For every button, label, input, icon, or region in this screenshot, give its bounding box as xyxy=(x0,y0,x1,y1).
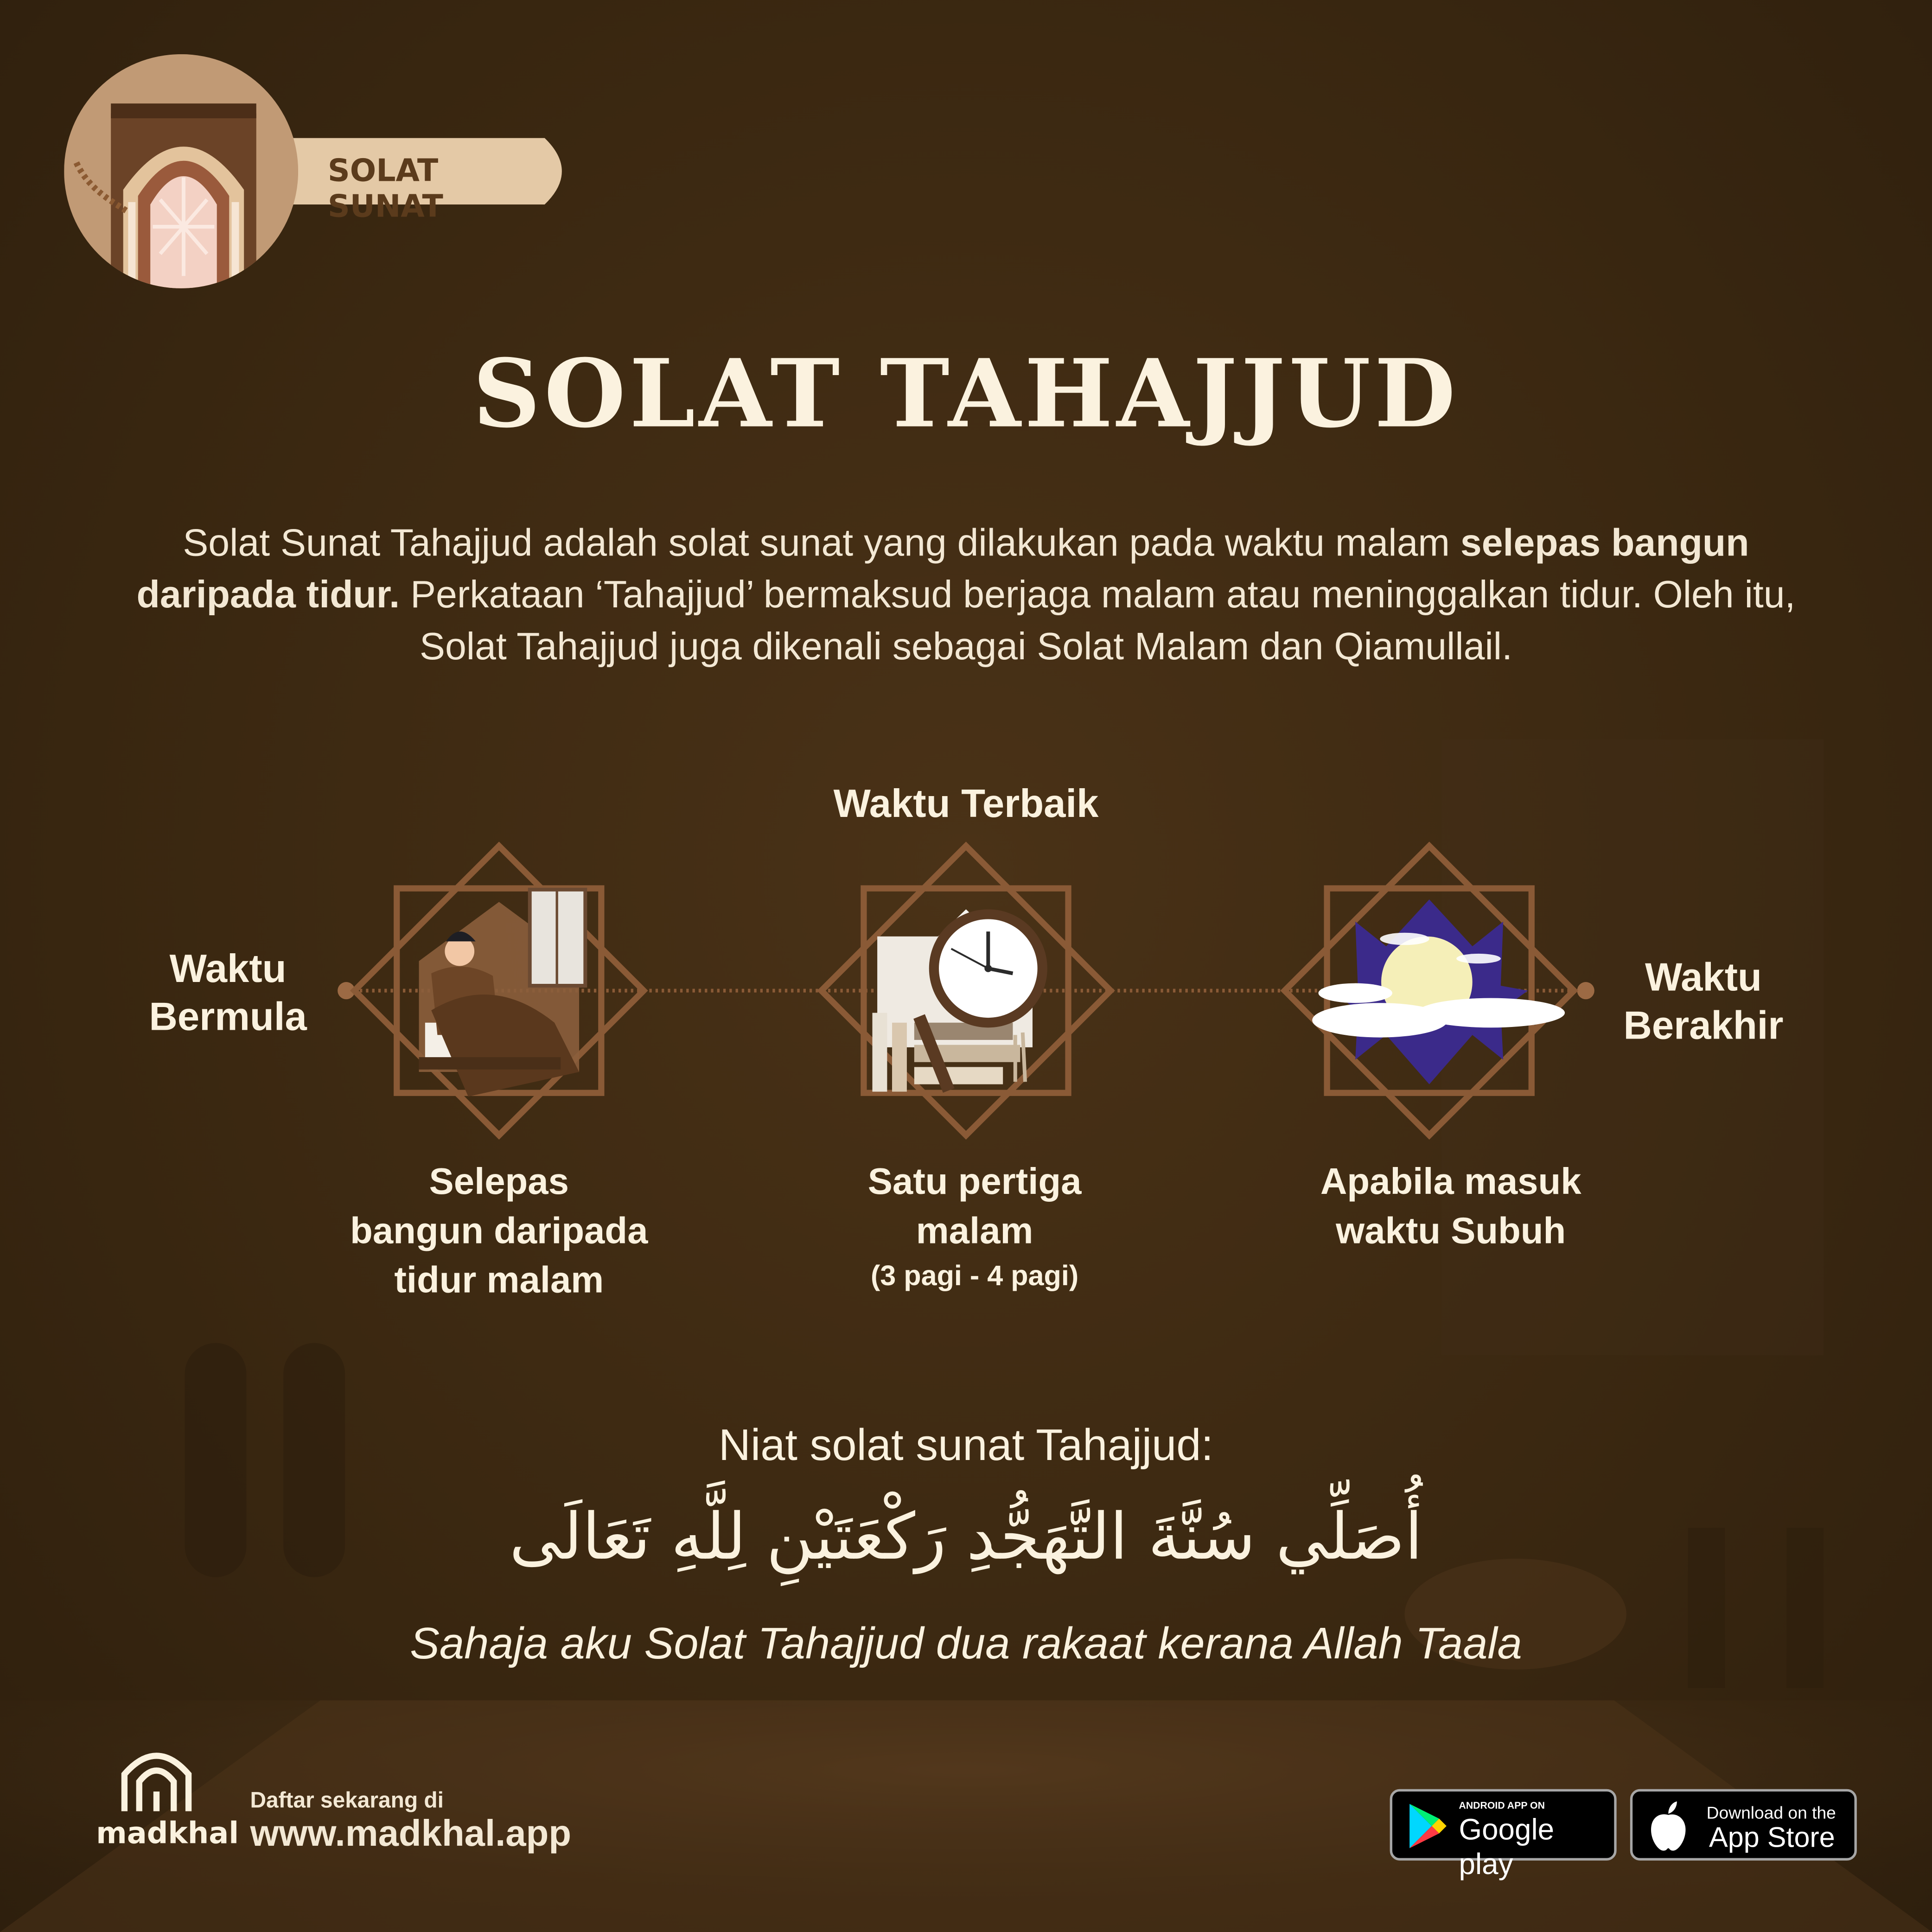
step-2-line-2: malam xyxy=(916,1211,1033,1252)
category-label: SOLAT SUNAT xyxy=(327,153,443,224)
google-badge-large: Google play xyxy=(1459,1813,1555,1882)
step-1-line-3: tidur malam xyxy=(394,1260,604,1301)
best-time-label: Waktu Terbaik xyxy=(833,781,1099,826)
apple-badge-small: Download on the xyxy=(1706,1802,1836,1823)
end-line-1: Waktu xyxy=(1645,955,1762,1000)
step-2-description xyxy=(789,1158,1161,1294)
step-1-description xyxy=(308,1158,690,1306)
madkhal-logo-icon xyxy=(117,1742,196,1814)
niat-translation: Sahaja aku Solat Tahajjud dua rakaat kerana Allah Taala xyxy=(410,1618,1522,1669)
apple-badge-large: App Store xyxy=(1709,1821,1835,1853)
intro-emphasis: selepas bangun daripada tidur. xyxy=(136,521,1749,616)
step-3-description xyxy=(1257,1158,1645,1257)
start-line-2: Bermula xyxy=(149,994,307,1039)
register-label: Daftar sekarang di xyxy=(250,1788,444,1813)
step-3-line-2: waktu Subuh xyxy=(1336,1211,1566,1252)
step-2-line-1: Satu pertiga xyxy=(867,1162,1082,1203)
end-line-2: Berakhir xyxy=(1623,1003,1784,1047)
brand-name: madkhal xyxy=(96,1816,239,1851)
page-title: SOLAT TAHAJJUD xyxy=(472,338,1460,449)
step-2-note: (3 pagi - 4 pagi) xyxy=(870,1259,1079,1292)
intro-text-2: Perkataan ‘Tahajjud’ bermaksud berjaga malam atau meninggalkan tidur. Oleh itu, Solat Tahajjud juga dikenali sebagai Solat Malam dan Qiamullail. xyxy=(400,573,1796,668)
intro-text-1: Solat Sunat Tahajjud adalah solat sunat yang dilakukan pada waktu malam xyxy=(183,521,1460,565)
niat-heading: Niat solat sunat Tahajjud: xyxy=(718,1419,1214,1470)
clock-icon xyxy=(873,909,1047,1091)
start-line-1: Waktu xyxy=(169,946,287,991)
step-3-line-1: Apabila masuk xyxy=(1320,1162,1581,1203)
app-store-button[interactable] xyxy=(1630,1789,1857,1861)
step-1-line-1: Selepas xyxy=(429,1162,569,1203)
waking-man-icon xyxy=(419,890,586,1097)
timeline-end-dot xyxy=(1577,982,1594,999)
apple-icon xyxy=(1647,1800,1689,1852)
google-play-button[interactable] xyxy=(1390,1789,1617,1882)
google-badge-small: ANDROID APP ON xyxy=(1459,1800,1545,1811)
niat-arabic: أُصَلِّي سُنَّةَ التَّهَجُّدِ رَكْعَتَيْنِ لِلَّهِ تَعَالَى xyxy=(509,1500,1423,1575)
step-1-line-2: bangun daripada xyxy=(350,1211,648,1252)
google-play-icon xyxy=(1407,1801,1449,1850)
website-link[interactable]: www.madkhal.app xyxy=(250,1813,572,1855)
